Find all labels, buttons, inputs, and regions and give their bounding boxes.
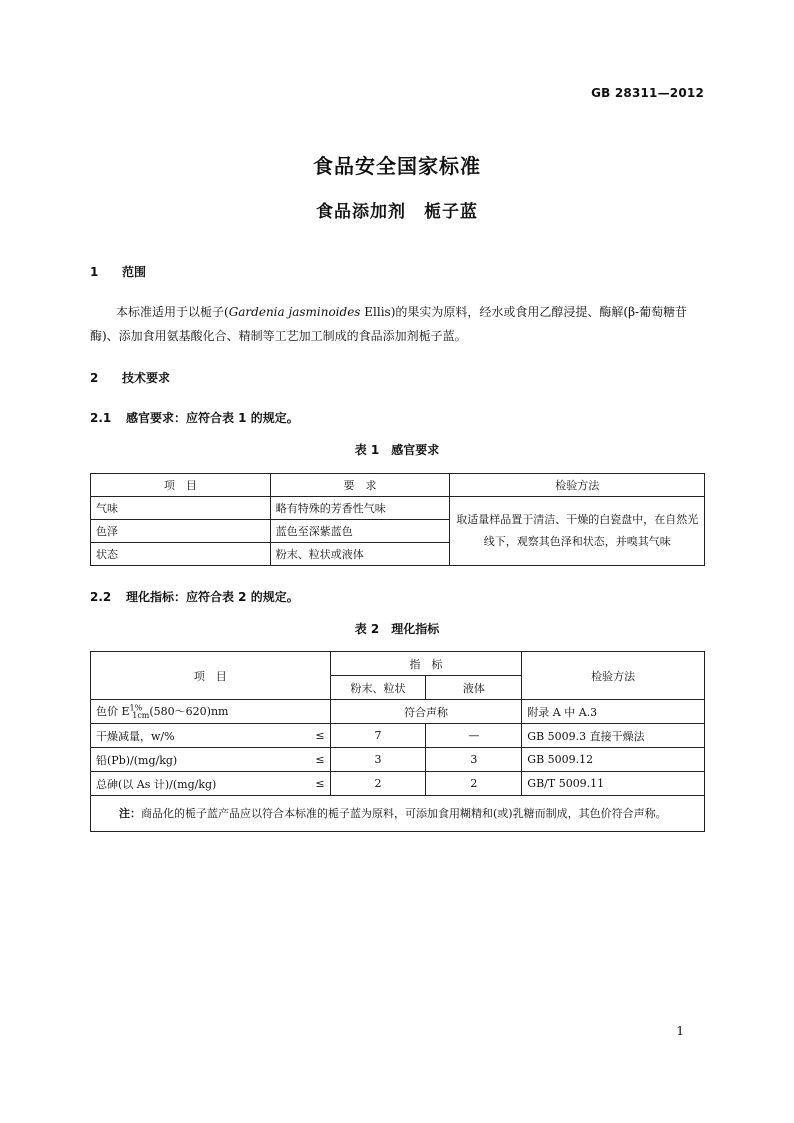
row-method: GB/T 5009.11 bbox=[522, 772, 705, 796]
document-subtitle: 食品添加剂 栀子蓝 bbox=[316, 202, 478, 222]
row-item bbox=[91, 700, 331, 724]
section-number: 2.1 bbox=[90, 411, 112, 425]
row-method: GB 5009.3 直接干燥法 bbox=[522, 724, 705, 748]
row-method: GB 5009.12 bbox=[522, 748, 705, 772]
header-powder: 粉末、粒状 bbox=[330, 676, 426, 700]
note-text: 商品化的栀子蓝产品应以符合本标准的栀子蓝为原料，可添加食用糊精和(或)乳糖而制成，其色价符合声称。 bbox=[141, 807, 667, 820]
section-title: 技术要求 bbox=[122, 371, 171, 385]
method-cell: 取适量样品置于清洁、干燥的白瓷盘中，在自然光线下，观察其色泽和状态，并嗅其气味 bbox=[450, 497, 705, 566]
section-title: 理化指标：应符合表 2 的规定。 bbox=[126, 590, 299, 604]
physicochemical-table bbox=[90, 651, 705, 832]
table-note bbox=[91, 796, 705, 832]
header-item: 项 目 bbox=[91, 474, 271, 497]
table-row bbox=[91, 772, 705, 796]
section-number: 1 bbox=[90, 265, 99, 279]
section-2-2-heading bbox=[90, 588, 299, 605]
header-method: 检验方法 bbox=[522, 652, 705, 700]
row-liquid: 3 bbox=[426, 748, 522, 772]
header-liquid: 液体 bbox=[426, 676, 522, 700]
color-value-sup: 1% bbox=[129, 703, 143, 713]
row-item bbox=[91, 748, 331, 772]
table-row bbox=[91, 724, 705, 748]
table-note-row bbox=[91, 796, 705, 832]
row-item: 状态 bbox=[91, 543, 271, 566]
scope-paragraph bbox=[90, 300, 704, 348]
item-label: 铅(Pb)/(mg/kg) bbox=[96, 753, 178, 767]
relation-symbol: ≤ bbox=[315, 753, 325, 766]
scientific-name: Gardenia jasminoides bbox=[228, 305, 361, 319]
header-index: 指 标 bbox=[330, 652, 522, 676]
section-number: 2.2 bbox=[90, 590, 112, 604]
header-item: 项 目 bbox=[91, 652, 331, 700]
color-value-sub: 1cm bbox=[132, 711, 150, 721]
row-powder: 3 bbox=[330, 748, 426, 772]
header-method: 检验方法 bbox=[450, 474, 705, 497]
row-requirement: 略有特殊的芳香性气味 bbox=[270, 497, 450, 520]
row-requirement: 粉末、粒状或液体 bbox=[270, 543, 450, 566]
page-number: 1 bbox=[676, 1024, 684, 1038]
relation-symbol: ≤ bbox=[315, 729, 325, 742]
relation-symbol: ≤ bbox=[315, 777, 325, 790]
table-header-row bbox=[91, 474, 705, 497]
section-2-1-heading bbox=[90, 409, 299, 426]
section-title: 感官要求：应符合表 1 的规定。 bbox=[126, 411, 299, 425]
sensory-table bbox=[90, 473, 705, 566]
table-2-caption: 表 2 理化指标 bbox=[354, 622, 440, 636]
note-label: 注： bbox=[119, 807, 141, 820]
row-value: 符合声称 bbox=[330, 700, 522, 724]
section-1-heading bbox=[90, 263, 146, 280]
table-header-row bbox=[91, 652, 705, 676]
row-item bbox=[91, 772, 331, 796]
row-item bbox=[91, 724, 331, 748]
row-powder: 7 bbox=[330, 724, 426, 748]
color-value-range: (580～620)nm bbox=[149, 704, 229, 718]
item-label: 总砷(以 As 计)/(mg/kg) bbox=[96, 777, 217, 791]
section-2-heading bbox=[90, 369, 170, 386]
standard-code: GB 28311—2012 bbox=[591, 86, 704, 100]
table-row bbox=[91, 748, 705, 772]
row-liquid: 2 bbox=[426, 772, 522, 796]
row-method: 附录 A 中 A.3 bbox=[522, 700, 705, 724]
color-value-label: 色价 E bbox=[96, 704, 130, 718]
row-powder: 2 bbox=[330, 772, 426, 796]
row-requirement: 蓝色至深紫蓝色 bbox=[270, 520, 450, 543]
scope-text-a: 本标准适用于以栀子( bbox=[116, 305, 229, 319]
table-row bbox=[91, 497, 705, 520]
table-row bbox=[91, 700, 705, 724]
document-title: 食品安全国家标准 bbox=[313, 154, 481, 178]
row-item: 色泽 bbox=[91, 520, 271, 543]
scope-text-b: Ellis)的果实为原料，经水或食用乙醇浸提、酶解(β-葡萄糖苷酶)、添加食用氨基酸化合、精制等工艺加工制成的食品添加剂栀子蓝。 bbox=[90, 305, 688, 343]
table-1-caption: 表 1 感官要求 bbox=[354, 443, 440, 457]
item-label: 干燥减量，w/% bbox=[96, 729, 175, 743]
row-liquid: — bbox=[426, 724, 522, 748]
section-number: 2 bbox=[90, 371, 99, 385]
row-item: 气味 bbox=[91, 497, 271, 520]
section-title: 范围 bbox=[122, 265, 147, 279]
header-requirement: 要 求 bbox=[270, 474, 450, 497]
